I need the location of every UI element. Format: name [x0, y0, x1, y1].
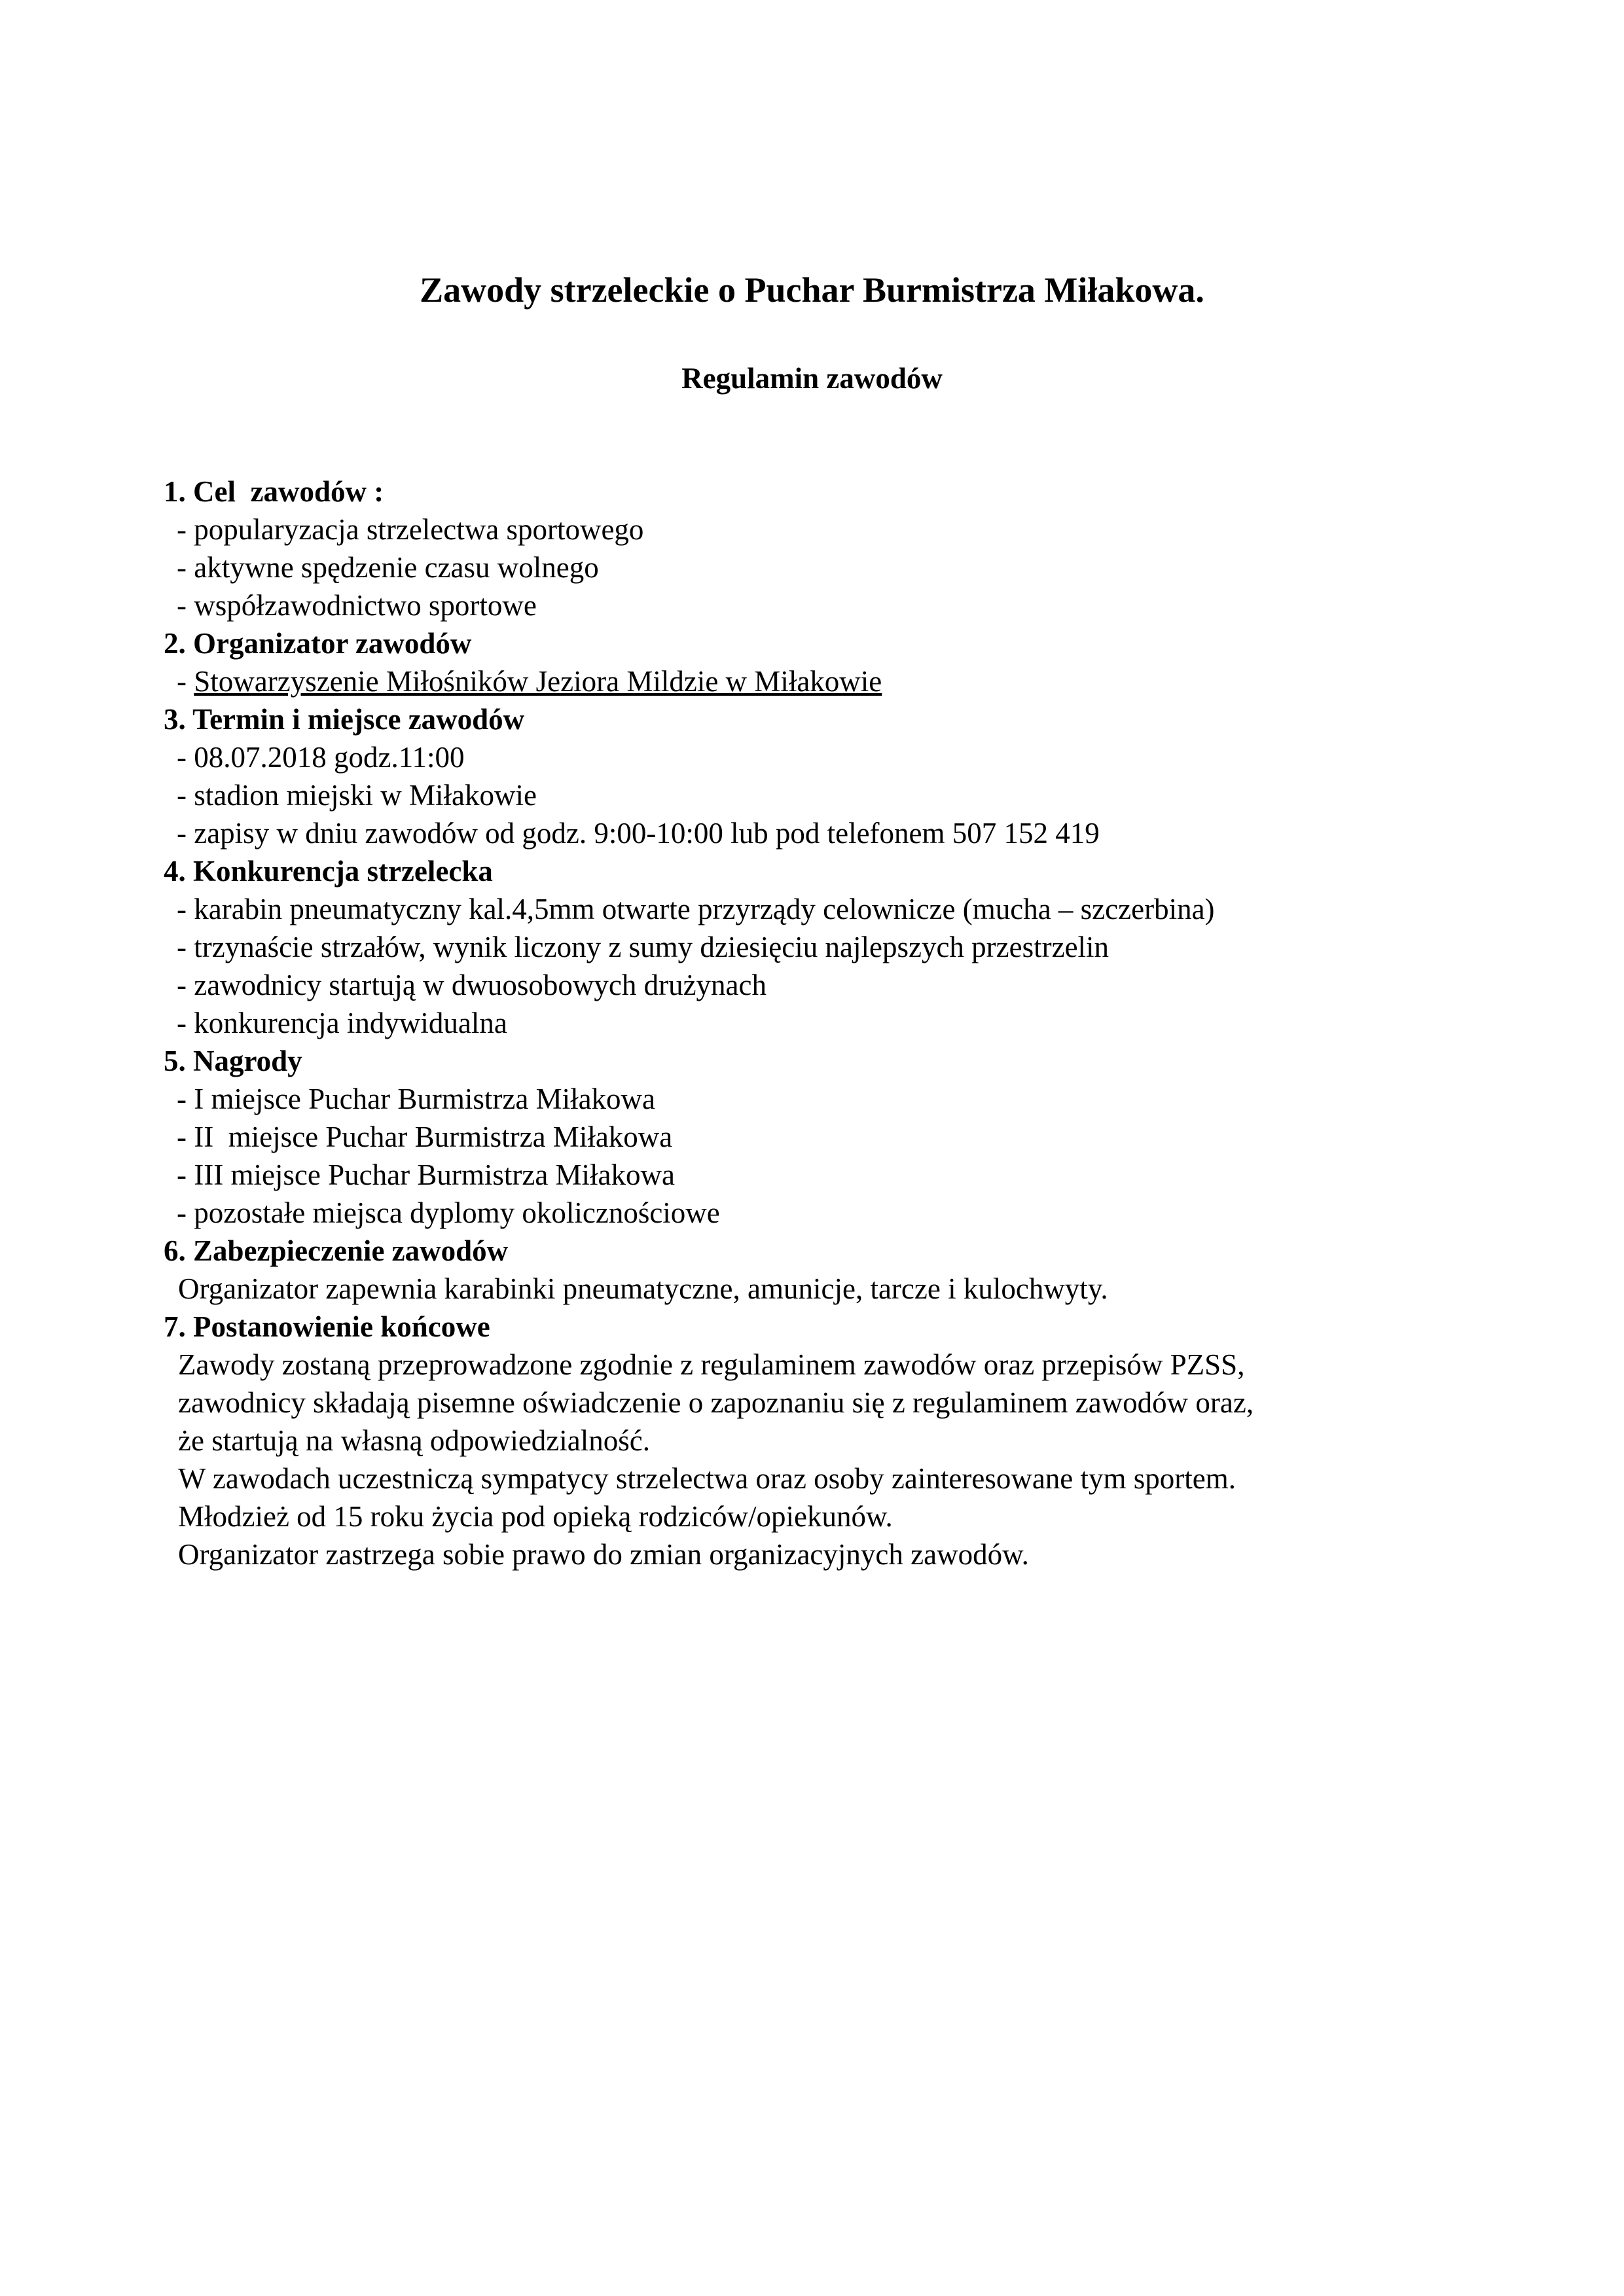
paragraph-line: Młodzież od 15 roku życia pod opieką rodziców/opiekunów.: [178, 1500, 893, 1533]
document-body: [164, 473, 1473, 1573]
list-item-prefix: -: [177, 665, 194, 698]
paragraph-line: że startują na własną odpowiedzialność.: [178, 1424, 650, 1457]
list-item: - karabin pneumatyczny kal.4,5mm otwarte przyrządy celownicze (mucha – szczerbina): [177, 893, 1215, 925]
paragraph-line: Organizator zastrzega sobie prawo do zmian organizacyjnych zawodów.: [178, 1538, 1029, 1571]
section-competition: [164, 852, 1473, 1042]
document-subtitle: Regulamin zawodów: [681, 362, 943, 395]
section-heading: 4. Konkurencja strzelecka: [164, 855, 493, 888]
document-title: Zawody strzeleckie o Puchar Burmistrza Miłakowa.: [420, 270, 1204, 310]
section-organizer: [164, 624, 1473, 700]
list-item: - pozostałe miejsca dyplomy okolicznościowe: [177, 1196, 720, 1229]
section-heading: 1. Cel zawodów :: [164, 475, 384, 508]
list-item: - stadion miejski w Miłakowie: [177, 779, 537, 812]
organizer-name: Stowarzyszenie Miłośników Jeziora Mildzie w Miłakowie: [194, 665, 882, 698]
section-heading: 7. Postanowienie końcowe: [164, 1310, 490, 1343]
list-item: - III miejsce Puchar Burmistrza Miłakowa: [177, 1158, 676, 1191]
list-item: - zawodnicy startują w dwuosobowych drużynach: [177, 969, 767, 1001]
list-item: - 08.07.2018 godz.11:00: [177, 741, 465, 774]
list-item: [164, 662, 1473, 700]
section-heading: 3. Termin i miejsce zawodów: [164, 703, 525, 736]
list-item: - zapisy w dniu zawodów od godz. 9:00-10:00 lub pod telefonem 507 152 419: [177, 817, 1100, 850]
list-item: - aktywne spędzenie czasu wolnego: [177, 551, 599, 584]
list-item: - II miejsce Puchar Burmistrza Miłakowa: [177, 1121, 673, 1153]
section-heading: 2. Organizator zawodów: [164, 627, 472, 660]
section-final-provisions: [164, 1308, 1473, 1573]
list-item: - trzynaście strzałów, wynik liczony z sumy dziesięciu najlepszych przestrzelin: [177, 931, 1110, 963]
list-item: - współzawodnictwo sportowe: [177, 589, 537, 622]
section-heading: 5. Nagrody: [164, 1045, 302, 1077]
section-date-place: [164, 700, 1473, 852]
section-goal: [164, 473, 1473, 624]
section-awards: [164, 1042, 1473, 1232]
section-security: [164, 1232, 1473, 1308]
paragraph-line: zawodnicy składają pisemne oświadczenie o zapoznaniu się z regulaminem zawodów oraz,: [178, 1386, 1254, 1419]
list-item: - popularyzacja strzelectwa sportowego: [177, 513, 644, 546]
list-item: - I miejsce Puchar Burmistrza Miłakowa: [177, 1083, 656, 1115]
list-item: - konkurencja indywidualna: [177, 1007, 507, 1039]
paragraph-line: W zawodach uczestniczą sympatycy strzelectwa oraz osoby zainteresowane tym sportem.: [178, 1462, 1236, 1495]
section-heading: 6. Zabezpieczenie zawodów: [164, 1234, 509, 1267]
paragraph-line: Zawody zostaną przeprowadzone zgodnie z regulaminem zawodów oraz przepisów PZSS,: [178, 1348, 1245, 1381]
paragraph-line: Organizator zapewnia karabinki pneumatyczne, amunicje, tarcze i kulochwyty.: [178, 1272, 1108, 1305]
